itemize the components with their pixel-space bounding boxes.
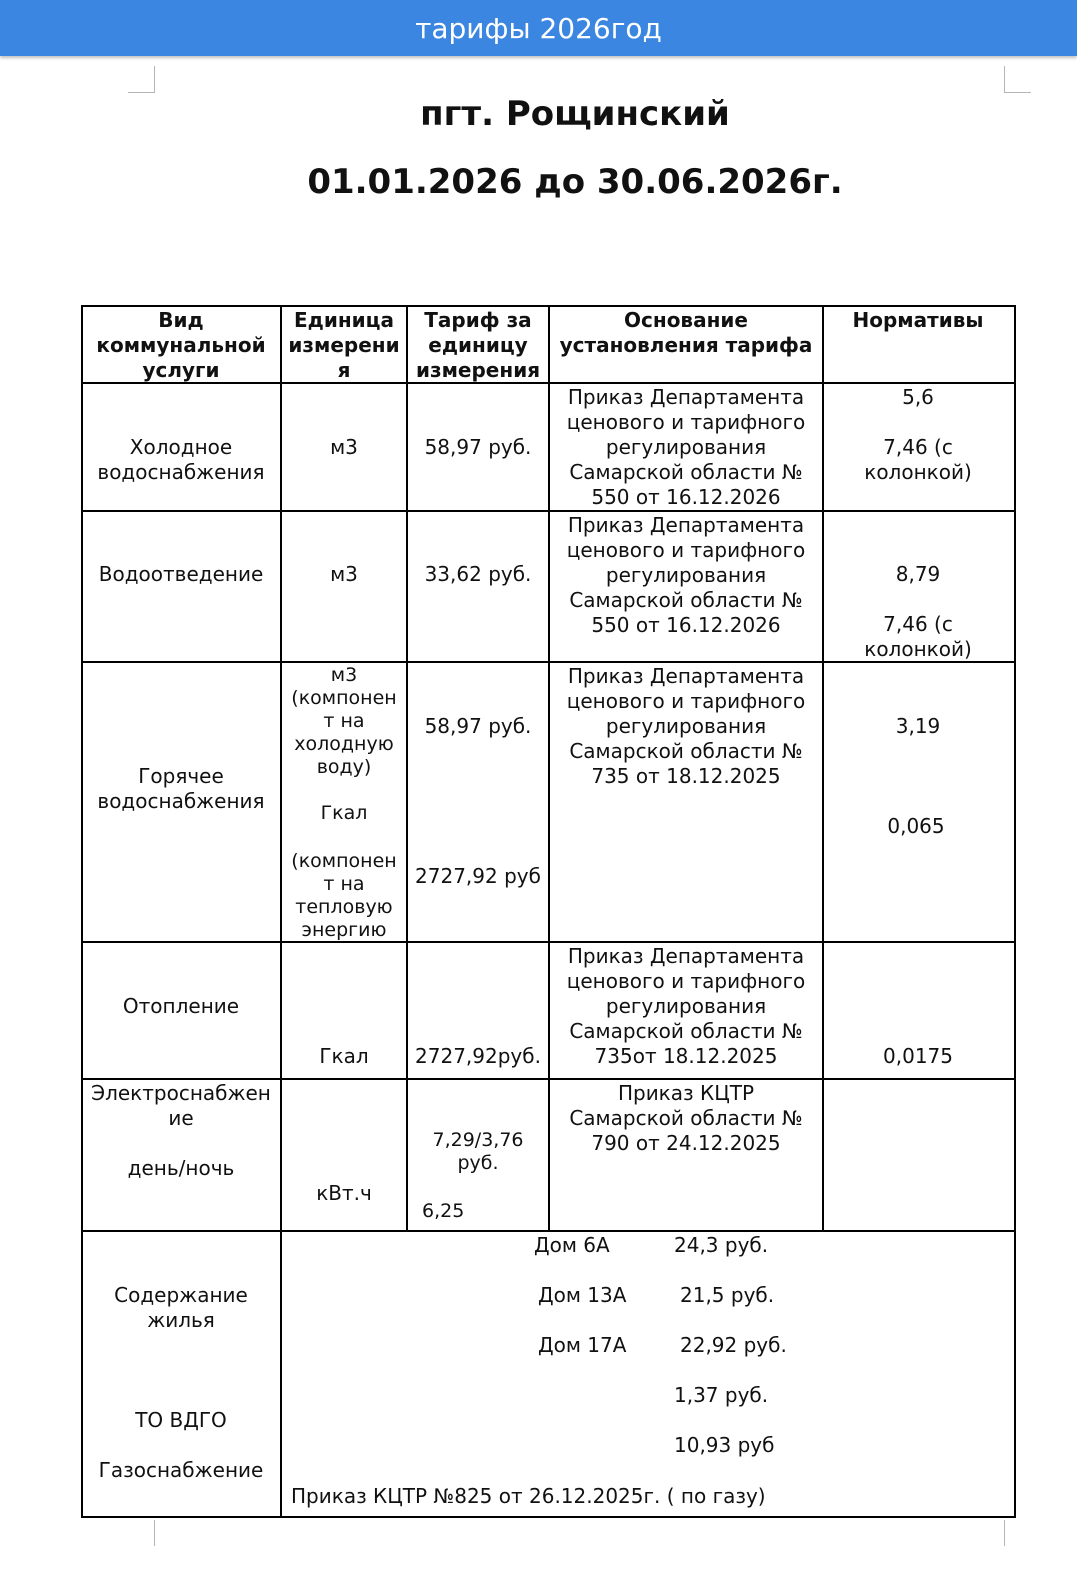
heating-basis (567, 944, 805, 1069)
electricity-tariff (432, 1129, 523, 1175)
electricity-service (91, 1081, 271, 1131)
cell-line: 7,29/3,76 (432, 1129, 524, 1151)
heating-tariff: 2727,92руб. (415, 1044, 541, 1068)
gas-service: Газоснабжение (98, 1458, 264, 1482)
cell-line: колонкой) (864, 637, 972, 661)
heating-service: Отопление (122, 994, 240, 1018)
header-line: установления тарифа (559, 333, 813, 357)
cell-line: энергию (301, 919, 387, 941)
cell-line: 790 от 24.12.2025 (591, 1131, 781, 1155)
table-row-border (81, 510, 1016, 512)
electricity-basis (569, 1081, 802, 1156)
table-column-border (406, 305, 408, 1232)
page-corner-mark (1004, 66, 1031, 93)
header-service (96, 308, 265, 383)
drainage-norm-column (864, 612, 972, 662)
header-line: Вид (158, 308, 204, 332)
table-row-border (81, 1230, 1016, 1232)
cell-line: ценового и тарифного (566, 410, 806, 434)
header-line: я (337, 358, 351, 382)
cell-line: Самарской области № (569, 460, 803, 484)
cell-line: Самарской области № (569, 1019, 803, 1043)
header-unit (288, 308, 399, 383)
cell-line: Самарской области № (569, 588, 803, 612)
cold-water-basis (567, 385, 805, 510)
hot-water-tariff-heat: 2727,92 руб (415, 864, 541, 888)
table-column-border (822, 305, 824, 1232)
place-heading: пгт. Рощинский (420, 94, 730, 134)
cell-line: 550 от 16.12.2026 (591, 613, 781, 637)
hot-water-norm-heat: 0,065 (887, 814, 945, 838)
table-column-border (280, 305, 282, 1518)
cell-line: Приказ Департамента (567, 664, 805, 688)
drainage-tariff: 33,62 руб. (424, 562, 532, 586)
cell-line: 735от 18.12.2025 (594, 1044, 778, 1068)
cell-line: Приказ КЦТР (617, 1081, 755, 1105)
housing-service (114, 1283, 248, 1333)
cell-line: регулирования (605, 994, 767, 1018)
cell-line: руб. (457, 1152, 499, 1174)
header-line: услуги (142, 358, 220, 382)
gas-price: 10,93 руб (674, 1433, 775, 1457)
header-norms (853, 308, 984, 333)
hot-water-unit-gcal: Гкал (320, 802, 368, 824)
top-bar (0, 0, 1077, 56)
electricity-day-night: день/ночь (127, 1156, 235, 1180)
page-corner-mark (128, 66, 155, 93)
cold-water-service (97, 435, 264, 485)
cell-line: (компонен (291, 687, 397, 709)
header-line: коммунальной (96, 333, 266, 357)
page-corner-mark (128, 1520, 155, 1546)
house-6a-name: Дом 6А (534, 1233, 610, 1257)
drainage-norm: 8,79 (895, 562, 941, 586)
table-row-border (81, 941, 1016, 943)
cell-line: Холодное (129, 435, 233, 459)
hot-water-unit-heat-component (291, 850, 396, 942)
cold-water-norm-column (864, 435, 972, 485)
hot-water-basis (567, 664, 805, 789)
cell-line: ценового и тарифного (566, 689, 806, 713)
drainage-unit: м3 (330, 562, 358, 586)
cell-line: ие (168, 1106, 194, 1130)
electricity-tariff-single: 6,25 (422, 1200, 465, 1222)
header-line: измерени (288, 333, 400, 357)
cell-line: жилья (147, 1308, 215, 1332)
table-row-border (81, 1078, 1016, 1080)
hot-water-tariff-cold: 58,97 руб. (424, 714, 532, 738)
cell-line: Электроснабжен (91, 1081, 271, 1105)
cell-line: Приказ Департамента (567, 944, 805, 968)
cell-line: т на (323, 710, 365, 732)
header-line: Основание (624, 308, 748, 332)
page-corner-mark (1004, 1520, 1031, 1546)
cell-line: водоснабжения (97, 460, 265, 484)
heating-unit: Гкал (319, 1044, 369, 1068)
cell-line: ценового и тарифного (566, 969, 806, 993)
hot-water-unit-cold-component (291, 664, 396, 779)
header-tariff (416, 308, 540, 383)
cell-line: Приказ Департамента (567, 513, 805, 537)
drainage-service: Водоотведение (98, 562, 264, 586)
cell-line: Содержание (114, 1283, 248, 1307)
vdgo-service: ТО ВДГО (135, 1408, 227, 1432)
table-column-border (548, 305, 550, 1232)
cell-line: 550 от 16.12.2026 (591, 485, 781, 509)
cell-line: Горячее (138, 764, 224, 788)
document-title: тарифы 2026год (415, 12, 662, 45)
header-line: Единица (294, 308, 394, 332)
header-line: Тариф за (424, 308, 532, 332)
period-heading: 01.01.2026 до 30.06.2026г. (307, 162, 843, 202)
cell-line: водоснабжения (97, 789, 265, 813)
cell-line: регулирования (605, 435, 767, 459)
house-13a-price: 21,5 руб. (680, 1283, 775, 1307)
vdgo-price: 1,37 руб. (674, 1383, 769, 1407)
cell-line: 735 от 18.12.2025 (591, 764, 781, 788)
header-basis (560, 308, 813, 358)
header-line: Нормативы (852, 308, 984, 332)
heating-norm: 0,0175 (883, 1044, 953, 1068)
cell-line: колонкой) (864, 460, 972, 484)
cold-water-tariff: 58,97 руб. (424, 435, 532, 459)
electricity-unit: кВт.ч (316, 1181, 372, 1205)
cell-line: 7,46 (с (883, 435, 953, 459)
hot-water-norm-cold: 3,19 (895, 714, 941, 738)
cell-line: Самарской области № (569, 1106, 803, 1130)
cell-line: Приказ Департамента (567, 385, 805, 409)
header-line: измерения (415, 358, 541, 382)
cell-line: 7,46 (с (883, 612, 953, 636)
cell-line: регулирования (605, 714, 767, 738)
house-17a-name: Дом 17А (538, 1333, 627, 1357)
cell-line: (компонен (291, 850, 397, 872)
cell-line: холодную (294, 733, 394, 755)
header-line: единицу (428, 333, 528, 357)
cold-water-unit: м3 (330, 435, 358, 459)
cell-line: тепловую (295, 896, 393, 918)
cell-line: регулирования (605, 563, 767, 587)
hot-water-service (97, 764, 264, 814)
gas-basis: Приказ КЦТР №825 от 26.12.2025г. ( по газу) (291, 1484, 766, 1508)
cell-line: Самарской области № (569, 739, 803, 763)
cell-line: м3 (330, 664, 358, 686)
drainage-basis (567, 513, 805, 638)
cell-line: воду) (316, 756, 372, 778)
house-6a-price: 24,3 руб. (674, 1233, 769, 1257)
cold-water-norm: 5,6 (902, 385, 934, 409)
house-13a-name: Дом 13А (538, 1283, 627, 1307)
cell-line: ценового и тарифного (566, 538, 806, 562)
cell-line: т на (323, 873, 365, 895)
house-17a-price: 22,92 руб. (680, 1333, 787, 1357)
